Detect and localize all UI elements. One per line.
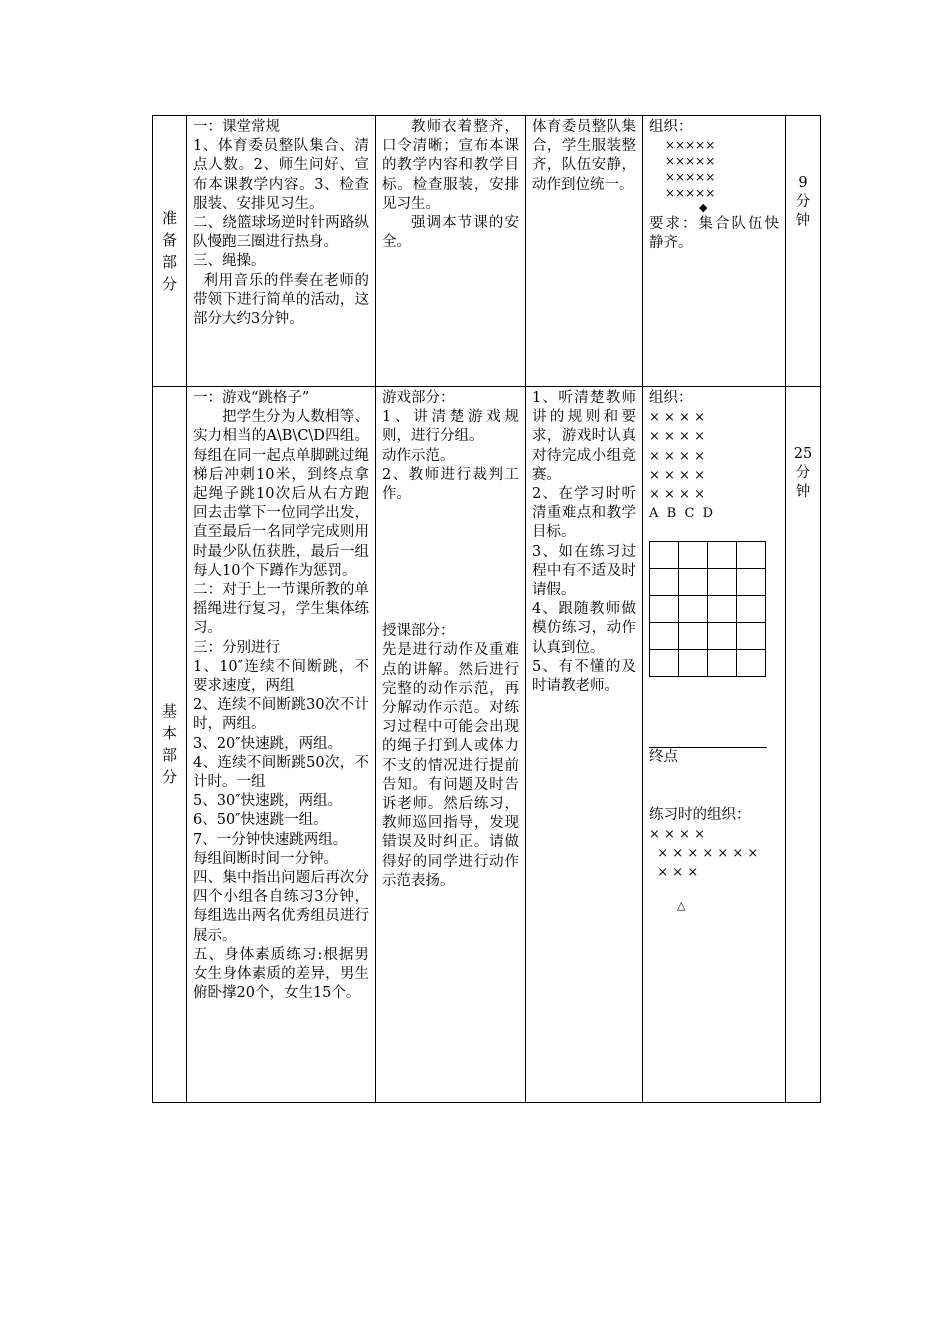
section-row-prep xyxy=(153,116,821,387)
content-line: 三：分别进行 xyxy=(193,639,280,656)
teacher-marker: ◆ xyxy=(699,201,708,215)
section-row-basic xyxy=(153,387,821,1103)
teacher-lesson-text: 先是进行动作及重难点的讲解。然后进行完整的动作示范，再分解动作示范。对练习过程中可能会出现的绳子打到人或体力不支的情况进行提前告知。有问题及时告诉老师。然后练习，教师巡回指导，发现错误及时纠正。请做得好的同学进行动作示范表扬。 xyxy=(382,642,519,889)
practice-row: × × × xyxy=(649,865,699,881)
student-line: 体育委员整队集合，学生服装整齐，队伍安静，动作到位统一。 xyxy=(532,119,636,193)
teacher-lesson-title: 授课部分： xyxy=(382,623,455,640)
content-line: 利用音乐的伴奏在老师的带领下进行简单的活动，这部分大约3分钟。 xyxy=(193,272,370,328)
time-cell xyxy=(786,116,821,387)
organization-cell xyxy=(643,116,786,387)
section-label xyxy=(153,116,187,387)
content-line: 2、连续不间断跳30次不计时，两组。 xyxy=(193,697,369,733)
student-line: 2、在学习时听清重难点和教学目标。 xyxy=(532,486,636,541)
content-line: 二、绕篮球场逆时针两路纵队慢跑三圈进行热身。 xyxy=(193,215,369,251)
teacher-line: 2、教师进行裁判工作。 xyxy=(382,466,519,503)
content-line: 四、集中指出问题后再次分四个小组各自练习3分钟，每组选出两名优秀组员进行展示。 xyxy=(193,870,369,944)
time-cell xyxy=(786,387,821,1103)
formation-row: × × × × xyxy=(649,410,705,426)
practice-row: × × × × × × × xyxy=(649,846,759,862)
content-line: 6、50″快速跳一组。 xyxy=(193,812,328,829)
student-line: 5、有不懂的及时请教老师。 xyxy=(532,658,636,695)
formation-row: ××××× xyxy=(665,138,716,153)
student-cell xyxy=(526,387,643,1103)
content-line: 5、30″快速跳，两组。 xyxy=(193,793,343,810)
formation-row: ××××× xyxy=(665,186,716,201)
org-title: 组织： xyxy=(649,390,693,406)
lesson-plan-table xyxy=(152,115,821,1103)
group-labels: A B C D xyxy=(649,506,714,522)
section-label-text: 基本部分 xyxy=(161,702,177,787)
formation-row: ××××× xyxy=(665,170,716,185)
student-line: 1、听清楚教师讲的规则和要求，游戏时认真对待完成小组竞赛。 xyxy=(532,390,636,483)
formation-row: × × × × xyxy=(649,429,705,445)
teacher-marker: △ xyxy=(677,899,686,913)
teacher-cell xyxy=(376,116,526,387)
content-cell xyxy=(187,387,376,1103)
teacher-line: 教师衣着整齐，口令清晰；宣布本课的教学内容和教学目标。检查服装，安排见习生。 xyxy=(382,119,519,212)
teacher-line: 动作示范。 xyxy=(382,447,455,464)
content-line: 一：游戏“跳格子” xyxy=(193,390,310,406)
teacher-cell xyxy=(376,387,526,1103)
content-line: 4、连续不间断跳50次，不计时。一组 xyxy=(193,754,369,791)
org-note: 要求：集合队伍快静齐。 xyxy=(649,216,779,252)
content-line: 1、体育委员整队集合、清点人数。2、师生问好、宣布本课教学内容。3、检查服装、安排见习生。 xyxy=(193,138,369,212)
practice-row: × × × × xyxy=(649,826,705,842)
section-label xyxy=(153,387,187,1103)
content-line: 五、身体素质练习:根据男女生身体素质的差异，男生俯卧撑20个，女生15个。 xyxy=(193,946,369,1002)
content-cell xyxy=(187,116,376,387)
time-value: 9 分 钟 xyxy=(795,175,811,229)
teacher-line: 强调本节课的安全。 xyxy=(382,215,519,251)
content-line: 二：对于上一节课所教的单摇绳进行复习，学生集体练习。 xyxy=(193,582,369,637)
formation-row: × × × × xyxy=(649,448,705,464)
practice-title: 练习时的组织： xyxy=(649,806,751,823)
student-cell xyxy=(526,116,643,387)
content-line: 三、绳操。 xyxy=(193,253,266,270)
student-line: 3、如在练习过程中有不适及时请假。 xyxy=(532,543,636,599)
content-line: 3、20″快速跳，两组。 xyxy=(193,735,343,752)
section-label-text: 准备部分 xyxy=(161,208,177,293)
content-line: 7、一分钟快速跳两组。 xyxy=(193,831,348,848)
formation-row: × × × × xyxy=(649,487,705,503)
teacher-game-title: 游戏部分： xyxy=(382,390,455,406)
teacher-line: 1、讲清楚游戏规则，进行分组。 xyxy=(382,409,519,445)
formation-row: ××××× xyxy=(665,154,716,169)
content-line: 把学生分为人数相等、实力相当的A\B\C\D四组。每组在同一起点单脚跳过绳梯后冲刺10米，到终点拿起绳子跳10次后从右方跑回去击掌下一位同学出发，直至最后一名同学完成则用时最少队伍获胜，最后一组每人10个下蹲作为惩罚。 xyxy=(193,409,369,579)
finish-label: 终点 xyxy=(649,749,678,766)
formation-row: × × × × xyxy=(649,467,705,483)
hopscotch-grid xyxy=(649,541,766,677)
organization-cell xyxy=(643,387,786,1103)
student-line: 4、跟随教师做模仿练习，动作认真到位。 xyxy=(532,601,636,656)
content-line: 一：课堂常规 xyxy=(193,119,280,135)
time-value: 25 分 钟 xyxy=(793,446,813,500)
content-line: 每组间断时间一分钟。 xyxy=(193,850,338,867)
org-title: 组织： xyxy=(649,119,693,135)
content-line: 1、10″连续不间断跳，不要求速度，两组 xyxy=(193,658,369,695)
